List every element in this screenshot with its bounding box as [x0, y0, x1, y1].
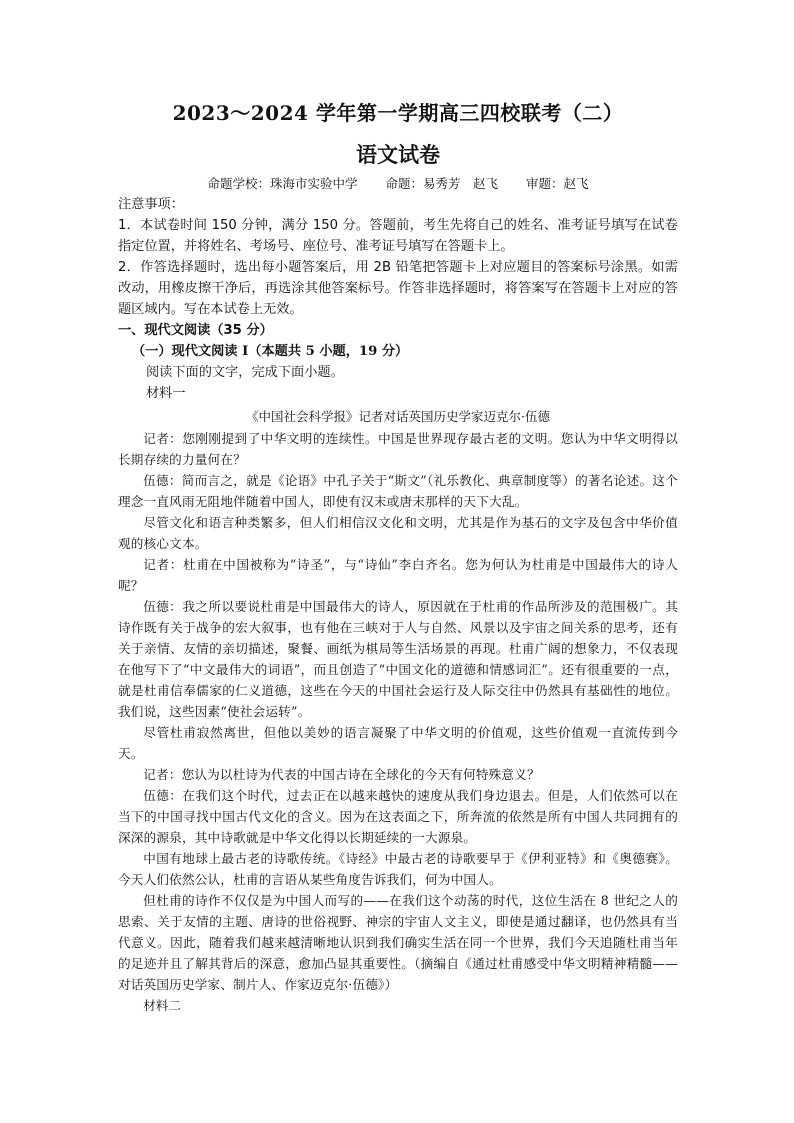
paragraph: 伍德：在我们这个时代，过去正在以越来越快的速度从我们身边退去。但是，人们依然可以在当下的中国寻找中国古代文化的含义。因为在这表面之下，所奔流的依然是所有中国人共同拥有的深深的源泉，其中诗歌就是中华文化得以长期延续的一大源泉。 [118, 788, 678, 845]
credits-line [118, 174, 678, 194]
note-item-2: 2．作答选择题时，选出每小题答案后，用 2B 铅笔把答题卡上对应题目的答案标号涂黑。如需改动，用橡皮擦干净后，再选涂其他答案标号。作答非选择题时，将答案写在答题卡上对应的答题区域内。写在本试卷上无效。 [118, 260, 678, 317]
exam-title: 2023～2024 学年第一学期高三四校联考（二） [172, 101, 624, 125]
credits-authors: 命题：易秀芳 赵飞 [385, 176, 498, 191]
paragraph: 记者：您认为以杜诗为代表的中国古诗在全球化的今天有何特殊意义？ [143, 767, 540, 782]
material-2-label: 材料二 [143, 998, 181, 1013]
paragraph: 尽管杜甫寂然离世，但他以美妙的语言凝聚了中华文明的价值观，这些价值观一直流传到今天。 [118, 725, 678, 761]
reading-instruction: 阅读下面的文字，完成下面小题。 [146, 365, 344, 380]
section-heading: 一、现代文阅读（35 分） [118, 323, 273, 338]
paragraph: 记者：您刚刚提到了中华文明的连续性。中国是世界现存最古老的文明。您认为中华文明得以长期存续的力量何在？ [118, 431, 678, 467]
note-item-1: 1．本试卷时间 150 分钟，满分 150 分。答题前，考生先将自己的姓名、准考证号填写在试卷指定位置，并将姓名、考场号、座位号、准考证号填写在答题卡上。 [118, 218, 678, 254]
material-1-label: 材料一 [146, 386, 186, 401]
credits-reviewer: 审题：赵飞 [526, 176, 589, 191]
paragraph: 伍德：简而言之，就是《论语》中孔子关于“斯文”（礼乐教化、典章制度等）的著名论述。这个理念一直风雨无阻地伴随着中国人，即使有汉末或唐末那样的天下大乱。 [118, 473, 678, 509]
section-subheading: （一）现代文阅读 I（本题共 5 小题，19 分） [132, 344, 409, 359]
credits-school: 命题学校：珠海市实验中学 [207, 176, 358, 191]
notes-heading: 注意事项： [118, 197, 184, 212]
exam-page [118, 98, 678, 1016]
paragraph: 伍德：我之所以要说杜甫是中国最伟大的诗人，原因就在于杜甫的作品所涉及的范围极广。其诗作既有关于战争的宏大叙事，也有他在三峡对于人与自然、风景以及宇宙之间关系的思考，还有关于亲情、友情的亲切描述，聚餐、画纸为棋局等生活场景的再现。杜甫广阔的想象力，不仅表现在他写下了“中文最伟大的词语”，而且创造了“中国文化的道德和情感词汇”。还有很重要的一点，就是杜甫信奉儒家的仁义道德，这些在今天的中国社会运行及人际交往中仍然具有基础性的地位。我们说，这些因素“使社会运转”。 [118, 599, 678, 719]
paragraph: 尽管文化和语言种类繁多，但人们相信汉文化和文明，尤其是作为基石的文字及包含中华价值观的核心文本。 [118, 515, 678, 551]
paragraph: 中国有地球上最古老的诗歌传统。《诗经》中最古老的诗歌要早于《伊利亚特》和《奥德赛》。今天人们依然公认，杜甫的言语从某些角度告诉我们，何为中国人。 [118, 851, 678, 887]
paragraph: 记者：杜甫在中国被称为“诗圣”，与“诗仙”李白齐名。您为何认为杜甫是中国最伟大的诗人呢？ [118, 557, 678, 593]
exam-subtitle: 语文试卷 [356, 142, 440, 167]
material-1-title: 《中国社会科学报》记者对话英国历史学家迈克尔·伍德 [246, 409, 550, 424]
paragraph: 但杜甫的诗作不仅仅是为中国人而写的——在我们这个动荡的时代，这位生活在 8 世纪之人的思索、关于友情的主题、唐诗的世俗视野、神宗的宇宙人文主义，即使是通过翻译，也仍然具有当代意义。因此，随着我们越来越清晰地认识到我们确实生活在同一个世界，我们今天追随杜甫当年的足迹并且了解其背后的深意，愈加凸显其重要性。（摘编自《通过杜甫感受中华文明精神精髓——对话英国历史学家、制片人、作家迈克尔·伍德》） [118, 893, 678, 992]
